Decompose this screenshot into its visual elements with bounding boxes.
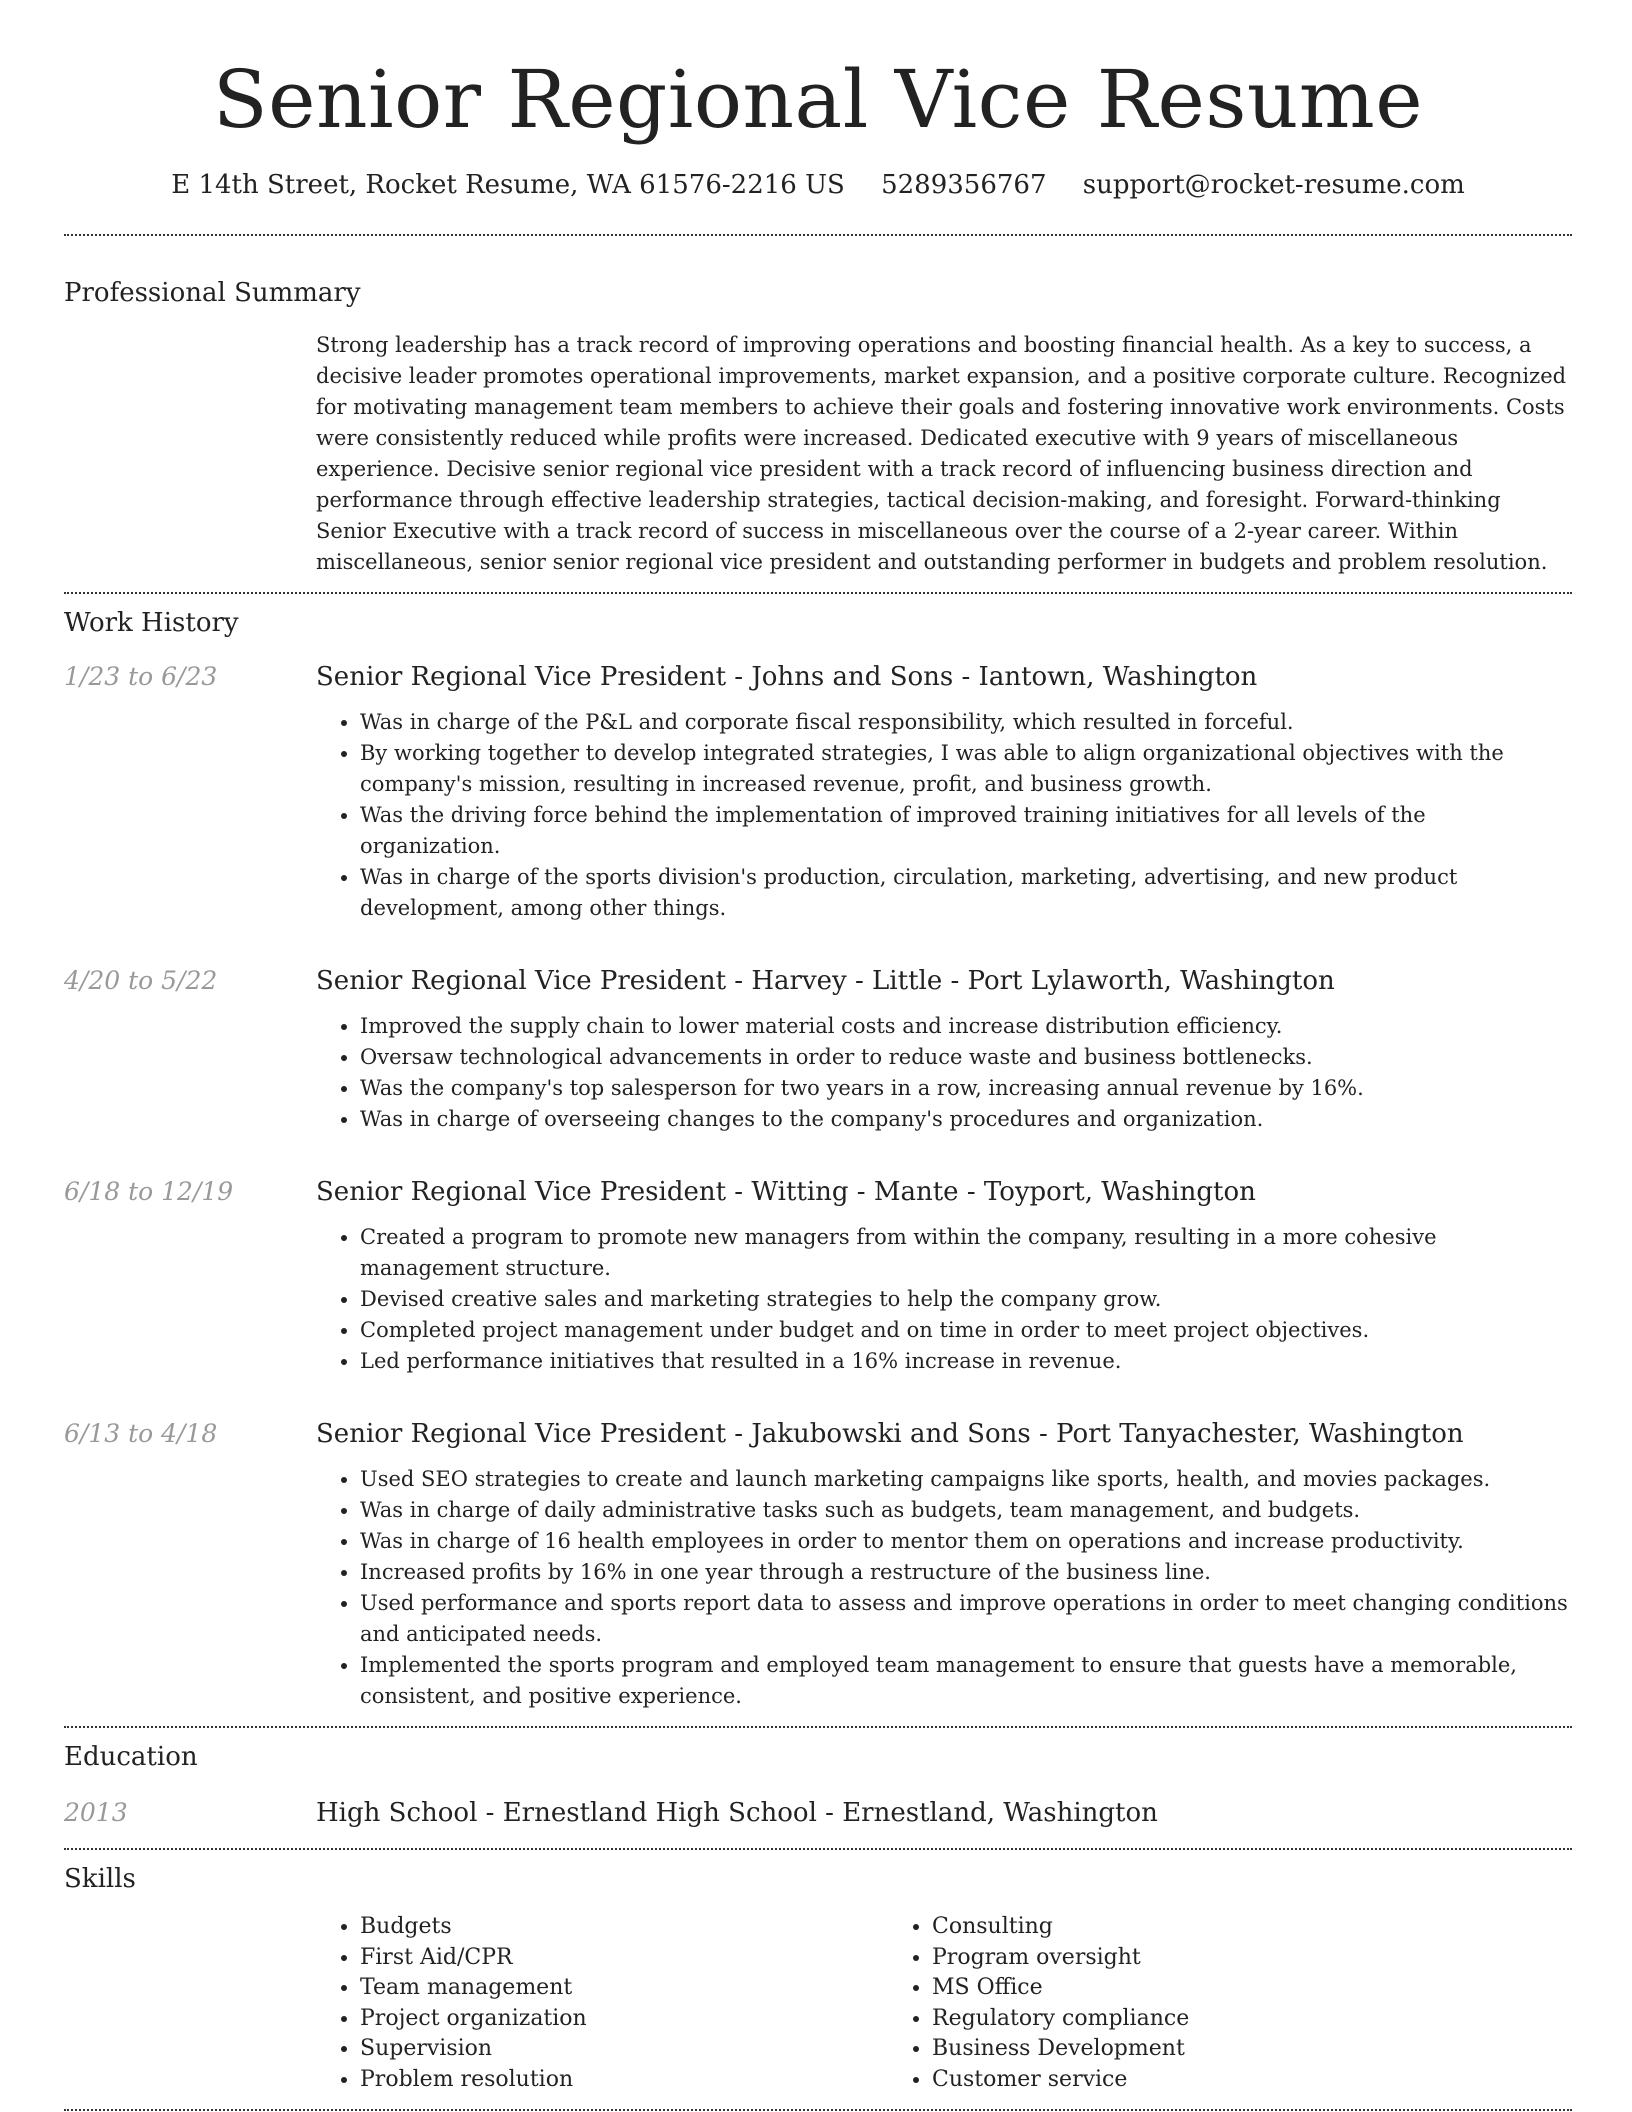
job-title: Senior Regional Vice President - Harvey - Little - Port Lylaworth, Washington xyxy=(316,966,1335,996)
summary-text: Strong leadership has a track record of improving operations and boosting financial health. As a key to success, a decisive leader promotes operational improvements, market expansion, and a positive corporate culture. Recognized for motivating management team members to achieve their goals and fostering innovative work environments. Costs were consistently reduced while profits were increased. Dedicated executive with 9 years of miscellaneous experience. Decisive senior regional vice president with a track record of influencing business direction and performance through effective leadership strategies, tactical decision-making, and foresight. Forward-thinking Senior Executive with a track record of success in miscellaneous over the course of a 2-year career. Within miscellaneous, senior senior regional vice president and outstanding performer in budgets and problem resolution. xyxy=(316,333,1567,574)
contact-address: E 14th Street, Rocket Resume, WA 61576-2216 US xyxy=(171,170,845,200)
skills-heading: Skills xyxy=(64,1864,136,1894)
job-entry xyxy=(64,1175,1572,1377)
work-history-list xyxy=(64,660,1572,1712)
job-entry xyxy=(64,964,1572,1135)
skill-item: • Problem resolution xyxy=(360,2065,888,2096)
job-bullet: • Was in charge of the P&L and corporate fiscal responsibility, which resulted in forceful. xyxy=(360,707,1572,738)
job-title: Senior Regional Vice President - Witting - Mante - Toyport, Washington xyxy=(316,1177,1256,1207)
skill-item: • Consulting xyxy=(932,1912,1488,1943)
job-bullet: • Used performance and sports report data to assess and improve operations in order to meet changing conditions and anticipated needs. xyxy=(360,1588,1572,1650)
job-bullet: • Implemented the sports program and employed team management to ensure that guests have a memorable, consistent, and positive experience. xyxy=(360,1650,1572,1712)
skill-item: • Regulatory compliance xyxy=(932,2004,1488,2035)
skill-item: • Business Development xyxy=(932,2034,1488,2065)
skills-column-right xyxy=(888,1912,1488,2095)
education-entry xyxy=(64,1796,1572,1830)
job-title: Senior Regional Vice President - Jakubowski and Sons - Port Tanyachester, Washington xyxy=(316,1419,1464,1449)
skill-item: • Customer service xyxy=(932,2065,1488,2096)
job-bullet: • Devised creative sales and marketing strategies to help the company grow. xyxy=(360,1284,1572,1315)
job-bullet: • Created a program to promote new managers from within the company, resulting in a more cohesive management structure. xyxy=(360,1222,1572,1284)
resume-title: Senior Regional Vice Resume xyxy=(212,53,1424,146)
skill-item: • Project organization xyxy=(360,2004,888,2035)
job-entry xyxy=(64,1417,1572,1712)
job-bullet: • Completed project management under budget and on time in order to meet project objectives. xyxy=(360,1315,1572,1346)
divider xyxy=(64,1726,1572,1728)
divider xyxy=(64,234,1572,236)
job-date: 6/13 to 4/18 xyxy=(64,1419,218,1448)
divider xyxy=(64,592,1572,594)
job-bullet: • Increased profits by 16% in one year through a restructure of the business line. xyxy=(360,1557,1572,1588)
job-bullet: • Improved the supply chain to lower material costs and increase distribution efficiency. xyxy=(360,1011,1572,1042)
work-history-heading: Work History xyxy=(64,608,239,638)
contact-email: support@rocket-resume.com xyxy=(1082,170,1465,200)
job-bullets xyxy=(316,1464,1572,1712)
job-date: 4/20 to 5/22 xyxy=(64,966,218,995)
job-bullets xyxy=(316,1222,1572,1377)
job-bullet: • Was the company's top salesperson for two years in a row, increasing annual revenue by 16%. xyxy=(360,1073,1572,1104)
job-date: 1/23 to 6/23 xyxy=(64,662,218,691)
job-bullet: • Was in charge of 16 health employees in order to mentor them on operations and increase productivity. xyxy=(360,1526,1572,1557)
job-entry xyxy=(64,660,1572,924)
education-heading: Education xyxy=(64,1742,198,1772)
skill-item: • First Aid/CPR xyxy=(360,1943,888,1974)
skills-column-left xyxy=(316,1912,888,2095)
skills-list xyxy=(316,1912,1572,2095)
skill-item: • Program oversight xyxy=(932,1943,1488,1974)
job-date: 6/18 to 12/19 xyxy=(64,1177,234,1206)
job-bullet: • Used SEO strategies to create and launch marketing campaigns like sports, health, and movies packages. xyxy=(360,1464,1572,1495)
education-date: 2013 xyxy=(64,1798,128,1827)
skill-item: • Budgets xyxy=(360,1912,888,1943)
skill-item: • Team management xyxy=(360,1973,888,2004)
divider xyxy=(64,2109,1572,2111)
job-bullets xyxy=(316,1011,1572,1135)
job-bullet: • Was in charge of overseeing changes to the company's procedures and organization. xyxy=(360,1104,1572,1135)
job-bullet: • Was in charge of the sports division's production, circulation, marketing, advertising, and new product development, among other things. xyxy=(360,862,1572,924)
divider xyxy=(64,1848,1572,1850)
job-bullet: • Was the driving force behind the implementation of improved training initiatives for all levels of the organization. xyxy=(360,800,1572,862)
skill-item: • MS Office xyxy=(932,1973,1488,2004)
summary-heading: Professional Summary xyxy=(64,278,361,308)
job-title: Senior Regional Vice President - Johns and Sons - Iantown, Washington xyxy=(316,662,1258,692)
job-bullet: • Was in charge of daily administrative tasks such as budgets, team management, and budgets. xyxy=(360,1495,1572,1526)
education-title: High School - Ernestland High School - Ernestland, Washington xyxy=(316,1798,1158,1828)
job-bullets xyxy=(316,707,1572,924)
job-bullet: • Oversaw technological advancements in order to reduce waste and business bottlenecks. xyxy=(360,1042,1572,1073)
skill-item: • Supervision xyxy=(360,2034,888,2065)
contact-phone: 5289356767 xyxy=(881,170,1047,200)
contact-line xyxy=(64,170,1572,200)
job-bullet: • Led performance initiatives that resulted in a 16% increase in revenue. xyxy=(360,1346,1572,1377)
resume-page xyxy=(64,0,1572,2111)
job-bullet: • By working together to develop integrated strategies, I was able to align organizational objectives with the company's mission, resulting in increased revenue, profit, and business growth. xyxy=(360,738,1572,800)
